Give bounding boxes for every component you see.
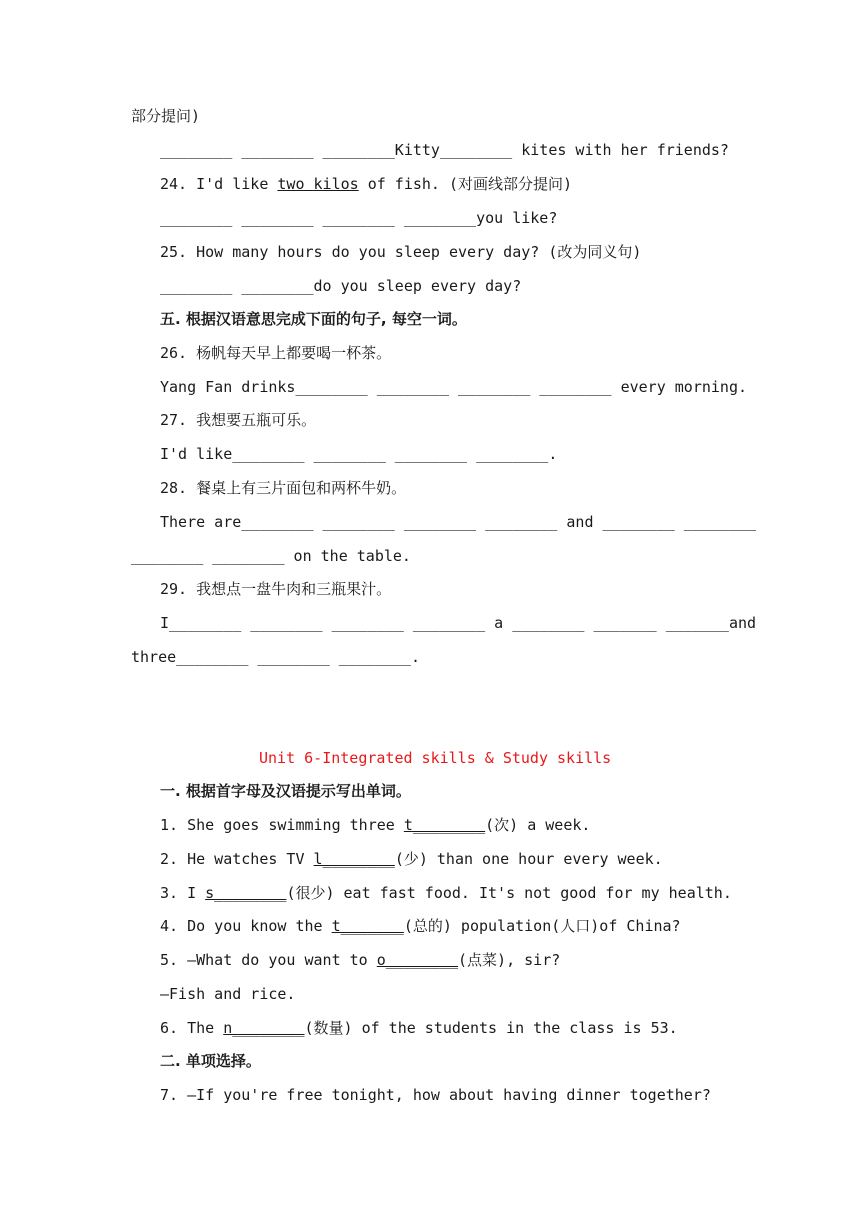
answer-text: —Fish and rice. (160, 985, 296, 1003)
question-text: (很少) eat fast food. It's not good for my health. (286, 884, 732, 902)
blank-hint: n________ (223, 1019, 305, 1037)
underlined-phrase: two kilos (277, 175, 359, 193)
answer-line: ________ ________ ________ ________you like? (160, 209, 558, 227)
answer-line: I________ ________ ________ ________ a ________ _______ _______and (160, 614, 757, 632)
answer-line: ________ ________ on the table. (131, 547, 411, 565)
question-text: 6. The (160, 1019, 224, 1037)
question-7: 7. —If you're free tonight, how about having dinner together? (160, 1086, 711, 1104)
answer-line: three________ ________ ________. (131, 648, 420, 666)
answer-line: ________ ________do you sleep every day? (160, 277, 522, 295)
question-text: (少) than one hour every week. (394, 850, 663, 868)
question-26: 26. 杨帆每天早上都要喝一杯茶。 (160, 344, 392, 362)
question-3 (160, 883, 732, 903)
answer-line: Yang Fan drinks________ ________ ________ ________ every morning. (160, 378, 747, 396)
question-text: 24. I'd like (160, 175, 278, 193)
question-text: (总的) population(人口)of China? (403, 917, 681, 935)
question-text: (数量) of the students in the class is 53. (304, 1019, 678, 1037)
answer-line: I'd like________ ________ ________ ________. (160, 445, 558, 463)
question-5 (160, 950, 560, 970)
question-text: 2. He watches TV (160, 850, 314, 868)
text-line: 部分提问) (131, 107, 201, 125)
blank-hint: s________ (205, 884, 287, 902)
blank-hint: t_______ (331, 917, 404, 935)
question-6 (160, 1018, 678, 1038)
blank-hint: t________ (403, 816, 486, 834)
question-27: 27. 我想要五瓶可乐。 (160, 411, 317, 429)
question-text: 3. I (160, 884, 206, 902)
question-1 (160, 815, 590, 835)
unit-title: Unit 6-Integrated skills & Study skills (259, 749, 612, 767)
section-heading: 一. 根据首字母及汉语提示写出单词。 (160, 782, 411, 800)
question-28: 28. 餐桌上有三片面包和两杯牛奶。 (160, 479, 407, 497)
blank-hint: l________ (313, 850, 395, 868)
question-text: (点菜), sir? (458, 951, 561, 969)
section-heading: 二. 单项选择。 (160, 1052, 261, 1070)
question-2 (160, 849, 663, 869)
section-heading: 五. 根据汉语意思完成下面的句子, 每空一词。 (160, 310, 467, 328)
question-text: 1. She goes swimming three (160, 816, 404, 834)
blank-hint: o________ (376, 951, 459, 969)
question-text: (次) a week. (485, 816, 591, 834)
question-29: 29. 我想点一盘牛肉和三瓶果汁。 (160, 580, 392, 598)
answer-line: ________ ________ ________Kitty________ kites with her friends? (160, 141, 729, 159)
question-text: of fish. (对画线部分提问) (358, 175, 573, 193)
question-text: 5. —What do you want to (160, 951, 377, 969)
answer-line: There are________ ________ ________ ________ and ________ ________ (160, 513, 757, 531)
question-text: 4. Do you know the (160, 917, 332, 935)
question-4 (160, 916, 681, 936)
question-25: 25. How many hours do you sleep every day? (改为同义句) (160, 243, 642, 261)
question-24 (160, 174, 572, 194)
